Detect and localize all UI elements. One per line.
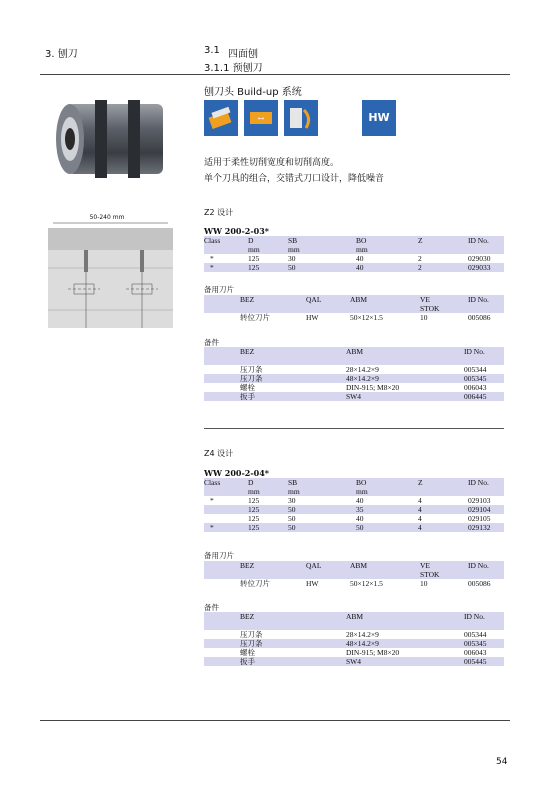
cell: 转位刀片 xyxy=(240,313,306,322)
cell: * xyxy=(204,523,248,532)
cell: 40 xyxy=(356,254,418,263)
table-header-row xyxy=(204,236,504,245)
cell: DIN-915; M8×20 xyxy=(346,383,464,392)
unit-cell: mm xyxy=(248,487,288,496)
unit-cell xyxy=(240,570,306,579)
unit-cell xyxy=(350,570,420,579)
cell: 2 xyxy=(418,263,468,272)
cell: SW4 xyxy=(346,657,464,666)
cell: 40 xyxy=(356,514,418,523)
cell: 006043 xyxy=(464,383,504,392)
cell: HW xyxy=(306,313,350,322)
header-rule xyxy=(40,74,510,75)
header-cell: D xyxy=(248,478,288,487)
header-cell: VE xyxy=(420,561,468,570)
cell: 压刀条 xyxy=(240,365,346,374)
cell: 50 xyxy=(288,523,356,532)
z2-model: WW 200-2-03* xyxy=(204,226,269,236)
unit-cell: mm xyxy=(288,487,356,496)
z2-spare-table xyxy=(204,295,504,322)
table-row xyxy=(204,505,504,514)
feed-direction-icon xyxy=(244,100,278,136)
desc-line-1: 适用于柔性切削宽度和切削高度。 xyxy=(204,158,340,168)
z4-parts-label: 备件 xyxy=(204,603,219,612)
table-row xyxy=(204,514,504,523)
cell: 005086 xyxy=(468,579,504,588)
header-cell: ABM xyxy=(350,561,420,570)
unit-cell: mm xyxy=(248,245,288,254)
z4-spare-label: 备用刀片 xyxy=(204,551,234,560)
table-row xyxy=(204,496,504,505)
table-header-row xyxy=(204,347,504,356)
z4-model: WW 200-2-04* xyxy=(204,468,269,478)
hw-badge-icon: HW xyxy=(362,100,396,136)
z2-parts-table xyxy=(204,347,504,401)
cell: HW xyxy=(306,579,350,588)
cell: 压刀条 xyxy=(240,639,346,648)
cell: 4 xyxy=(418,505,468,514)
cell: 006043 xyxy=(464,648,504,657)
cell: 2 xyxy=(418,254,468,263)
cell xyxy=(204,505,248,514)
table-row xyxy=(204,579,504,588)
header-cell: QAL xyxy=(306,295,350,304)
header-cell: ABM xyxy=(346,347,464,356)
z4-spare-table xyxy=(204,561,504,588)
cell: 50 xyxy=(356,523,418,532)
cell: 005345 xyxy=(464,639,504,648)
header-cell: BEZ xyxy=(240,347,346,356)
header-cell: ID No. xyxy=(468,295,504,304)
subsection-title: 3.1.1 预刨刀 xyxy=(204,63,263,74)
cell: 28×14.2×9 xyxy=(346,365,464,374)
header-cell: VE xyxy=(420,295,468,304)
cell: 48×14.2×9 xyxy=(346,374,464,383)
unit-cell: mm xyxy=(356,245,418,254)
cell: 压刀条 xyxy=(240,630,346,639)
product-title: 刨刀头 Build-up 系统 xyxy=(204,87,302,98)
table-row xyxy=(204,383,504,392)
chapter-title: 3. 刨刀 xyxy=(45,49,78,60)
z4-title: Z4 设计 xyxy=(204,449,234,458)
unit-cell xyxy=(350,304,420,313)
header-cell: SB xyxy=(288,236,356,245)
header-cell: ID No. xyxy=(464,347,504,356)
header-cell: ID No. xyxy=(468,561,504,570)
section-number: 3.1 xyxy=(204,45,220,56)
table-header-row xyxy=(204,478,504,487)
cell: 扳手 xyxy=(240,392,346,401)
cell: 螺栓 xyxy=(240,648,346,657)
cell: 125 xyxy=(248,523,288,532)
header-cell: ABM xyxy=(346,612,464,621)
cell: 30 xyxy=(288,496,356,505)
table-row xyxy=(204,657,504,666)
cell: 40 xyxy=(356,496,418,505)
unit-cell xyxy=(240,304,306,313)
cell: 029104 xyxy=(468,505,504,514)
cell: 40 xyxy=(356,263,418,272)
header-cell: BO xyxy=(356,236,418,245)
cell: 10 xyxy=(420,313,468,322)
cell: 125 xyxy=(248,263,288,272)
table-row xyxy=(204,374,504,383)
cell: SW4 xyxy=(346,392,464,401)
cell: 029132 xyxy=(468,523,504,532)
cell: 125 xyxy=(248,254,288,263)
header-cell: D xyxy=(248,236,288,245)
cell: * xyxy=(204,263,248,272)
header-cell: ID No. xyxy=(468,236,504,245)
page-number: 54 xyxy=(496,757,508,767)
header-cell: BEZ xyxy=(240,561,306,570)
unit-cell xyxy=(204,245,248,254)
unit-cell: STOK xyxy=(420,304,468,313)
cell: 029030 xyxy=(468,254,504,263)
cell: 029033 xyxy=(468,263,504,272)
cell: 029105 xyxy=(468,514,504,523)
z4-parts-table xyxy=(204,612,504,666)
header-cell: QAL xyxy=(306,561,350,570)
header-cell: Class xyxy=(204,236,248,245)
header-cell: BO xyxy=(356,478,418,487)
unit-cell xyxy=(418,245,468,254)
cell: 扳手 xyxy=(240,657,346,666)
tech-drawing xyxy=(48,220,173,330)
unit-cell: mm xyxy=(288,245,356,254)
table-row xyxy=(204,639,504,648)
cell: 10 xyxy=(420,579,468,588)
section-divider xyxy=(204,428,504,429)
cell: 005086 xyxy=(468,313,504,322)
profile-cut-icon xyxy=(284,100,318,136)
table-row xyxy=(204,254,504,263)
desc-line-2: 单个刀具的组合，交错式刀口设计，降低噪音 xyxy=(204,174,385,184)
z2-table xyxy=(204,236,504,272)
unit-cell xyxy=(418,487,468,496)
unit-cell xyxy=(204,487,248,496)
cell: * xyxy=(204,496,248,505)
cell: 125 xyxy=(248,514,288,523)
unit-cell xyxy=(468,245,504,254)
cell: 48×14.2×9 xyxy=(346,639,464,648)
cell: 4 xyxy=(418,496,468,505)
cell: 125 xyxy=(248,505,288,514)
cell: 50 xyxy=(288,505,356,514)
cell: 28×14.2×9 xyxy=(346,630,464,639)
cell: 50 xyxy=(288,263,356,272)
cell: 4 xyxy=(418,523,468,532)
cutter-head-image xyxy=(50,92,175,187)
table-row xyxy=(204,263,504,272)
cell: 50×12×1.5 xyxy=(350,579,420,588)
cell: 125 xyxy=(248,496,288,505)
table-unit-row xyxy=(204,487,504,496)
cell: 35 xyxy=(356,505,418,514)
table-row xyxy=(204,313,504,322)
header-cell: Z xyxy=(418,478,468,487)
svg-text:↔: ↔ xyxy=(257,114,265,123)
unit-cell: mm xyxy=(356,487,418,496)
z2-spare-label: 备用刀片 xyxy=(204,285,234,294)
section-title: 四面刨 xyxy=(228,49,258,60)
cell: 005445 xyxy=(464,657,504,666)
header-cell: BEZ xyxy=(240,295,306,304)
unit-cell: STOK xyxy=(420,570,468,579)
cell: 压刀条 xyxy=(240,374,346,383)
footer-rule xyxy=(40,720,510,721)
header-cell: BEZ xyxy=(240,612,346,621)
cell: 50×12×1.5 xyxy=(350,313,420,322)
blade-pair-icon xyxy=(204,100,238,136)
cell: 50 xyxy=(288,514,356,523)
header-cell: Z xyxy=(418,236,468,245)
table-header-row xyxy=(204,561,504,570)
unit-cell xyxy=(468,570,504,579)
table-header-row xyxy=(204,295,504,304)
cell: * xyxy=(204,254,248,263)
cell: 029103 xyxy=(468,496,504,505)
header-cell: ID No. xyxy=(464,612,504,621)
z4-table xyxy=(204,478,504,532)
z2-title: Z2 设计 xyxy=(204,208,234,217)
cell: DIN-915; M8×20 xyxy=(346,648,464,657)
unit-cell xyxy=(468,487,504,496)
header-cell: ID No. xyxy=(468,478,504,487)
table-row xyxy=(204,365,504,374)
header-cell: SB xyxy=(288,478,356,487)
header-cell: Class xyxy=(204,478,248,487)
table-row xyxy=(204,648,504,657)
header-cell: ABM xyxy=(350,295,420,304)
table-header-row xyxy=(204,612,504,621)
unit-cell xyxy=(306,570,350,579)
cell: 005344 xyxy=(464,630,504,639)
cell: 4 xyxy=(418,514,468,523)
cell: 006445 xyxy=(464,392,504,401)
drawing-dimension: 50-240 mm xyxy=(89,214,125,221)
table-unit-row xyxy=(204,304,504,313)
table-row xyxy=(204,523,504,532)
unit-cell xyxy=(306,304,350,313)
cell: 转位刀片 xyxy=(240,579,306,588)
cell xyxy=(204,514,248,523)
cell: 005344 xyxy=(464,365,504,374)
cell: 005345 xyxy=(464,374,504,383)
table-row xyxy=(204,392,504,401)
z2-parts-label: 备件 xyxy=(204,338,219,347)
table-unit-row xyxy=(204,245,504,254)
unit-cell xyxy=(468,304,504,313)
table-unit-row xyxy=(204,570,504,579)
cell: 螺栓 xyxy=(240,383,346,392)
cell: 30 xyxy=(288,254,356,263)
table-row xyxy=(204,630,504,639)
